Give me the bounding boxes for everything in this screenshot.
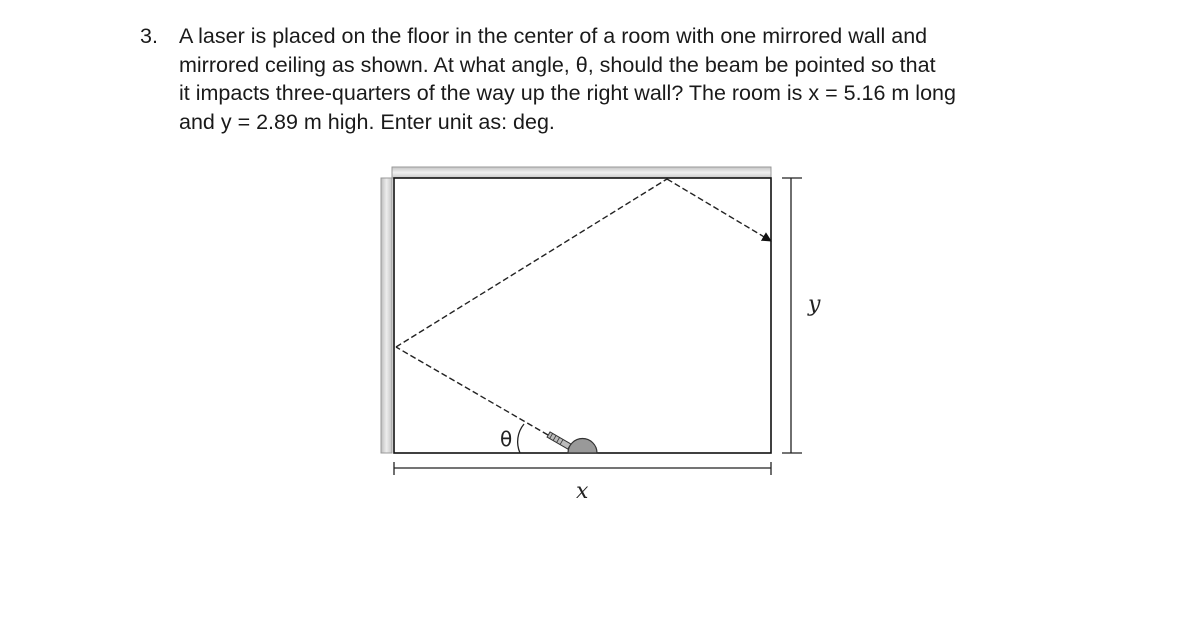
mirrored-ceiling [392, 167, 771, 178]
x-label: x [576, 479, 589, 504]
beam-segment-wall-to-ceiling [396, 179, 667, 347]
laser-base [568, 439, 597, 454]
laser-barrel [547, 432, 571, 449]
y-dimension [782, 178, 802, 453]
problem-line: it impacts three-quarters of the way up the right wall? The room is x = 5.16 m long [179, 81, 956, 105]
problem-number: 3. [140, 24, 158, 48]
problem-line: and y = 2.89 m high. Enter unit as: deg. [179, 109, 555, 134]
problem-line: mirrored ceiling as shown. At what angle, θ, should the beam be pointed so that [179, 52, 936, 77]
beam-segment-ceiling-to-right-wall [667, 179, 771, 241]
theta-label: θ [500, 427, 513, 451]
x-dimension [394, 462, 771, 475]
angle-arc [518, 424, 524, 453]
y-label: y [808, 292, 821, 317]
beam-segment-floor-to-wall [396, 347, 548, 435]
problem-line: A laser is placed on the floor in the center of a room with one mirrored wall and [179, 24, 928, 48]
mirrored-left-wall [381, 178, 392, 453]
room-outline [394, 178, 771, 453]
